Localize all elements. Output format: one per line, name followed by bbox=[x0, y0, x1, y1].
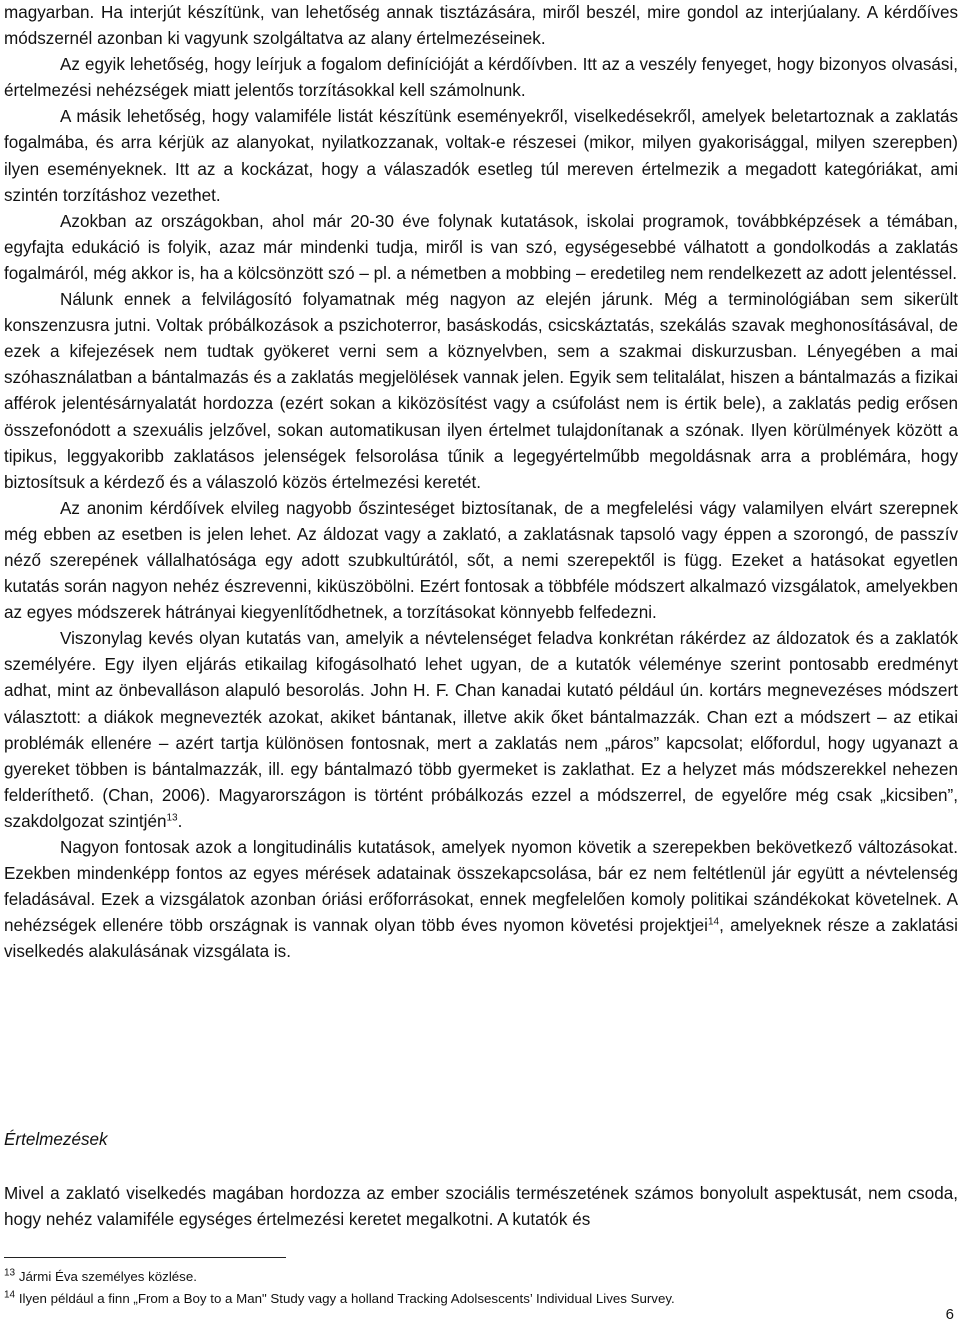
paragraph-1: magyarban. Ha interjút készítünk, van lehetőség annak tisztázására, miről beszél, mire gondol az interjúalany. A kérdőíves módszernél azonban ki vagyunk szolgáltatva az alany értelmezéseinek. bbox=[4, 3, 958, 49]
footnote-text: Jármi Éva személyes közlése. bbox=[18, 1269, 197, 1284]
body-text bbox=[4, 0, 958, 965]
footnote-number: 13 bbox=[4, 1267, 16, 1279]
footnote-ref-13[interactable]: 13 bbox=[166, 812, 178, 824]
footnote-13 bbox=[4, 1268, 197, 1286]
footnote-divider bbox=[4, 1257, 286, 1258]
footnote-14 bbox=[4, 1290, 675, 1308]
paragraph-4: Azokban az országokban, ahol már 20-30 éve folynak kutatások, iskolai programok, továbbképzések a témában, egyfajta edukáció is folyik, azaz már mindenki tudja, miről is van szó, egységesebbé válhatott a gondolkodás a zaklatás fogalmáról, még akkor is, ha a kölcsönzött szó – pl. a németben a mobbing – eredetileg nem rendelkezett az adott jelentéssel. bbox=[4, 211, 958, 283]
paragraph-8-text: Nagyon fontosak azok a longitudinális kutatások, amelyek nyomon követik a szerepekben bekövetkező változásokat. Ezekben mindenképp fontos az egyes mérések adatainak összekapcsolása, bár ez nem feltétlenül jár együtt a névtelenség feladásával. Ezek a vizsgálatok azonban óriási erőforrásokat, ennek megfelelően komoly politikai szándékokat követelnek. A nehézségek ellenére több országnak is vannak olyan több éves nyomon követési projektjei bbox=[4, 838, 958, 936]
paragraph-7 bbox=[4, 626, 958, 835]
footnote-text: Ilyen például a finn „From a Boy to a Man" Study vagy a holland Tracking Adolsescents’ Individual Lives Survey. bbox=[18, 1291, 675, 1306]
section-heading: Értelmezések bbox=[4, 1130, 108, 1149]
footnote-number: 14 bbox=[4, 1289, 16, 1301]
footnote-ref-14[interactable]: 14 bbox=[707, 916, 720, 928]
page-number: 6 bbox=[945, 1306, 954, 1323]
paragraph-7-end: . bbox=[177, 811, 183, 831]
paragraph-3: A másik lehetőség, hogy valamiféle listát készítünk eseményekről, viselkedésekről, amelyek beletartoznak a zaklatás fogalmába, és arra kérjük az alanyokat, nyilatkozzanak, voltak-e részesei (mikor, milyen gyakorisággal, milyen szerepben) ilyen eseményeknek. Itt az a kockázat, hogy a válaszadók esetleg túl mereven értelmezik a megadott kategóriákat, ami szintén torzításhoz vezethet. bbox=[4, 107, 958, 205]
paragraph-8-end: , amelyeknek része a zaklatási viselkedés alakulásának vizsgálata is. bbox=[4, 916, 958, 962]
paragraph-7-text: Viszonylag kevés olyan kutatás van, amelyik a névtelenséget feladva konkrétan rákérdez az áldozatok és a zaklatók személyére. Egy ilyen eljárás etikailag kifogásolható lehet ugyan, de a kutatók véleménye szerint pontosabb eredményt adhat, mint az önbevalláson alapuló besorolás. John H. F. Chan kanadai kutató például ún. kortárs megnevezéses módszert választott: a diákok megnevezték azokat, akiket bántanak, illetve akik őket bántalmazzák. Chan ezt a módszert – az etikai problémák ellenére – azért tartja különösen fontosnak, mert a zaklatás nem „páros” kapcsolat; előfordul, hogy ugyanazt a gyereket többen is bántalmazzák, ill. egy bántalmazó több gyermeket is zaklathat. Ez a helyzet más módszerekkel nehezen felderíthető. (Chan, 2006). Magyarországon is történt próbálkozás ezzel a módszerrel, de egyelőre még csak „kicsiben”, szakdolgozat szintjén bbox=[4, 629, 958, 831]
paragraph-5: Nálunk ennek a felvilágosító folyamatnak még nagyon az elején járunk. Még a terminológiában sem sikerült konszenzusra jutni. Voltak próbálkozások a pszichoterror, basáskodás, csicskáztatás, szekálás szavak meghonosításával, de ezek a kifejezések nem tudtak gyökeret verni sem a köznyelvben, sem a szakmai diskurzusban. Lényegében a mai szóhasználatban a bántalmazás és a zaklatás megjelölések vannak jelen. Egyik sem telitalálat, hiszen a bántalmazás a fizikai afférok jelentésárnyalatát hordozza (ezért sokan a kiközösítést vagy a csúfolást nem is értik bele), a zaklatás pedig erősen összefonódott a szexuális jelzővel, sokan automatikusan ilyen értelmet tulajdonítanak a szónak. Ilyen körülmények között a tipikus, leggyakoribb zaklatásos jelenségek felsorolása tűnik a legegyértelműbb megoldásnak arra a problémára, hogy biztosítsuk a kérdező és a válaszoló közös értelmezési keretét. bbox=[4, 290, 958, 492]
paragraph-2: Az egyik lehetőség, hogy leírjuk a fogalom definícióját a kérdőívben. Itt az a veszély fenyeget, hogy bizonyos olvasási, értelmezési nehézségek miatt jelentős torzításokkal kell számolnunk. bbox=[4, 55, 958, 101]
section-body bbox=[4, 1181, 958, 1233]
paragraph-8 bbox=[4, 835, 958, 965]
section-paragraph-1: Mivel a zaklató viselkedés magában hordozza az ember szociális természetének számos bonyolult aspektusát, nem csoda, hogy nehéz valamiféle egységes értelmezési keretet megalkotni. A kutatók és bbox=[4, 1184, 958, 1230]
paragraph-6: Az anonim kérdőívek elvileg nagyobb őszinteséget biztosítanak, de a megfelelési vágy valamilyen elvárt szerepnek még ebben az esetben is jelen lehet. Az áldozat vagy a zaklató, a zaklatásnak tapsoló vagy éppen a szorongó, de passzív néző szerepének vállalhatósága egy adott szubkultúrától, sőt, a nemi szerepektől is függ. Ezeket a hatásokat egyetlen kutatás során nagyon nehéz észrevenni, kiküszöbölni. Ezért fontosak a többféle módszert alkalmazó vizsgálatok, amelyekben az egyes módszerek hátrányai kiegyenlítődhetnek, a torzításokat könnyebb felfedezni. bbox=[4, 498, 958, 623]
